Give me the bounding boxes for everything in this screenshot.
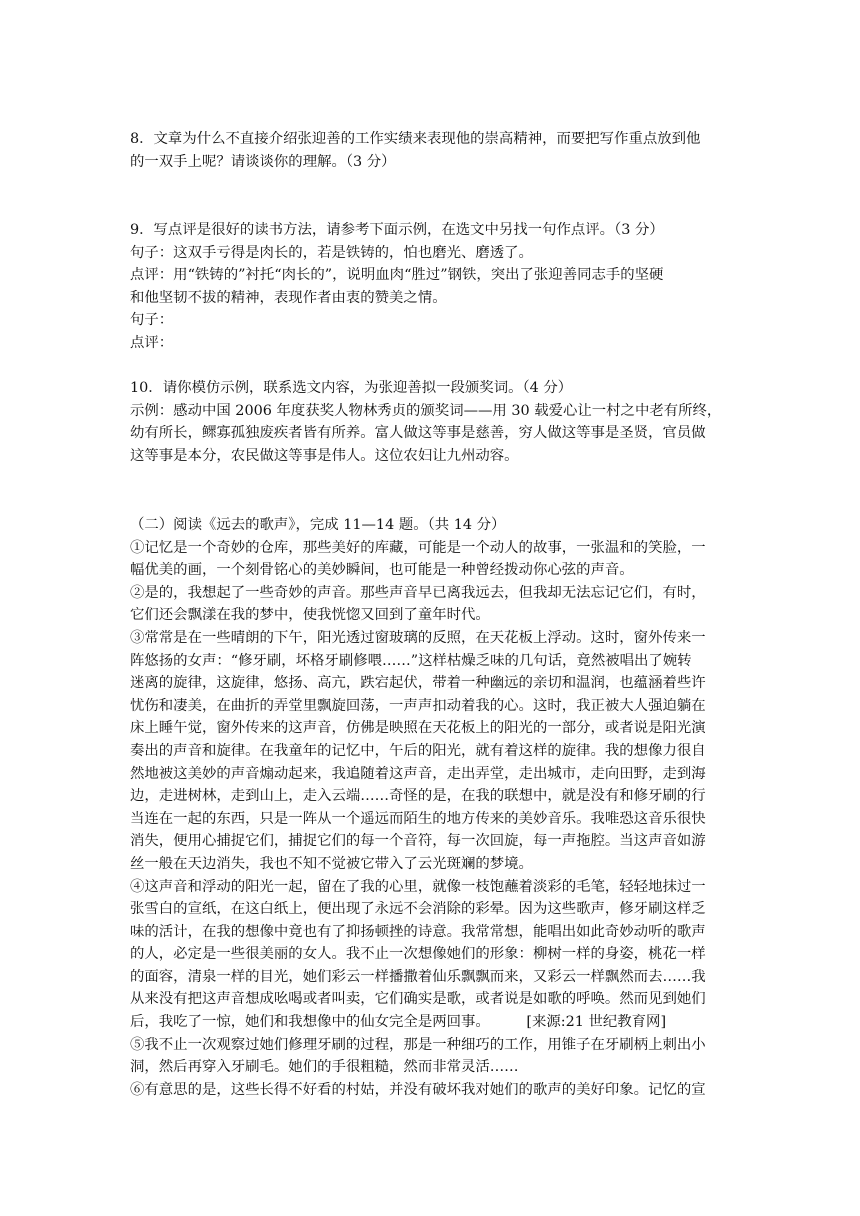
passage-line: 幅优美的画，一个刻骨铭心的美妙瞬间，也可能是一种曾经拨动你心弦的声音。 [130,562,634,579]
passage-line: 张雪白的宣纸，在这白纸上，便出现了永远不会消除的彩晕。因为这些歌声，修牙刷这样乏 [130,901,706,918]
passage-line: 消失，便用心捕捉它们，捕捉它们的每一个音符，每一次回旋，每一声拖腔。当这声音如游 [130,833,706,850]
question-10-example: 幼有所长，鳏寡孤独废疾者皆有所养。富人做这等事是慈善，穷人做这等事是圣贤，官员做 [130,425,706,442]
question-9-sentence-label: 句子： [130,312,174,329]
passage-line: 当连在一起的东西，只是一阵从一个遥远而陌生的地方传来的美妙音乐。我唯恐这音乐很快 [130,810,706,827]
question-9-example-comment: 点评：用“铁铸的”衬托“肉长的”，说明血肉“胜过”钢铁，突出了张迎善同志手的坚硬 [130,267,664,284]
section-heading: （二）阅读《远去的歌声》，完成 11—14 题。（共 14 分） [130,517,506,533]
passage-line: ⑤我不止一次观察过她们修理牙刷的过程，那是一种细巧的工作，用锥子在牙刷柄上刺出小 [130,1036,706,1053]
passage-line: 从来没有把这声音想成吆喝或者叫卖，它们确实是歌，或者说是如歌的呼唤。然而见到她们 [130,991,706,1008]
passage-line: 床上睡午觉，窗外传来的这声音，仿佛是映照在天花板上的阳光的一部分，或者说是阳光演 [130,720,706,737]
question-9-example-comment: 和他坚韧不拔的精神，表现作者由衷的赞美之情。 [130,289,447,306]
passage-line: 味的活计，在我的想像中竟也有了抑扬顿挫的诗意。我常常想，能唱出如此奇妙动听的歌声 [130,923,706,940]
passage-line: 丝一般在天边消失，我也不知不觉被它带入了云光斑斓的梦境。 [130,855,533,872]
question-9-line: 9．写点评是很好的读书方法，请参考下面示例，在选文中另找一句作点评。（3 分） [130,222,664,238]
passage-line: 奏出的声音和旋律。在我童年的记忆中，午后的阳光，就有着这样的旋律。我的想像力很自 [130,742,706,759]
passage-line: ③常常是在一些晴朗的下午，阳光透过窗玻璃的反照，在天花板上浮动。这时，窗外传来一 [130,629,706,646]
passage-line: 阵悠扬的女声：“修牙刷，坏格牙刷修喂……”这样枯燥乏味的几句话，竟然被唱出了婉转 [130,652,692,669]
passage-line: 它们还会飘漾在我的梦中，使我恍惚又回到了童年时代。 [130,607,490,624]
question-10-line: 10．请你模仿示例，联系选文内容，为张迎善拟一段颁奖词。（4 分） [130,380,573,396]
question-9-comment-label: 点评： [130,334,174,351]
question-9 [130,219,742,355]
question-8-line: 的一双手上呢？请谈谈你的理解。（3 分） [130,153,396,170]
passage-line: 忧伤和凄美，在曲折的弄堂里飘旋回荡，一声声扣动着我的心。这时，我正被大人强迫躺在 [130,697,706,714]
passage-line: 边，走进树林，走到山上，走入云端……奇怪的是，在我的联想中，就是没有和修牙刷的行 [130,788,706,805]
question-8-line: 8．文章为什么不直接介绍张迎善的工作实绩来表现他的崇高精神，而要把写作重点放到他 [130,131,701,147]
passage-line: 后，我吃了一惊，她们和我想像中的仙女完全是两回事。 [来源:21 世纪教育网] [130,1014,667,1031]
question-10-example: 这等事是本分，农民做这等事是伟人。这位农妇让九州动容。 [130,447,519,464]
passage-line: ④这声音和浮动的阳光一起，留在了我的心里，就像一枝饱蘸着淡彩的毛笔，轻轻地抹过一 [130,878,706,895]
question-10 [130,377,742,467]
passage-line: 迷离的旋律，这旋律，悠扬、高亢，跌宕起伏，带着一种幽远的亲切和温润，也蕴涵着些许 [130,675,706,692]
passage-line: ⑥有意思的是，这些长得不好看的村姑，并没有破坏我对她们的歌声的美好印象。记忆的宣 [130,1081,706,1098]
reading-passage [130,514,742,1101]
question-10-example: 示例：感动中国 2006 年度获奖人物林秀贞的颁奖词——用 30 载爱心让一村之中老有所终， [130,402,722,419]
passage-line: ①记忆是一个奇妙的仓库，那些美好的库藏，可能是一个动人的故事，一张温和的笑脸，一 [130,539,706,556]
passage-line: ②是的，我想起了一些奇妙的声音。那些声音早已离我远去，但我却无法忘记它们，有时， [130,584,706,601]
passage-line: 然地被这美妙的声音煽动起来，我追随着这声音，走出弄堂，走出城市，走向田野，走到海 [130,765,706,782]
question-9-example-sentence: 句子：这双手亏得是肉长的，若是铁铸的，怕也磨光、磨透了。 [130,244,533,261]
passage-line: 洞，然后再穿入牙刷毛。她们的手很粗糙，然而非常灵活…… [130,1059,519,1076]
passage-line: 的人，必定是一些很美丽的女人。我不止一次想像她们的形象：柳树一样的身姿，桃花一样 [130,946,706,963]
question-8 [130,128,742,173]
passage-line: 的面容，清泉一样的目光，她们彩云一样播撒着仙乐飘飘而来，又彩云一样飘然而去……我 [130,968,706,985]
